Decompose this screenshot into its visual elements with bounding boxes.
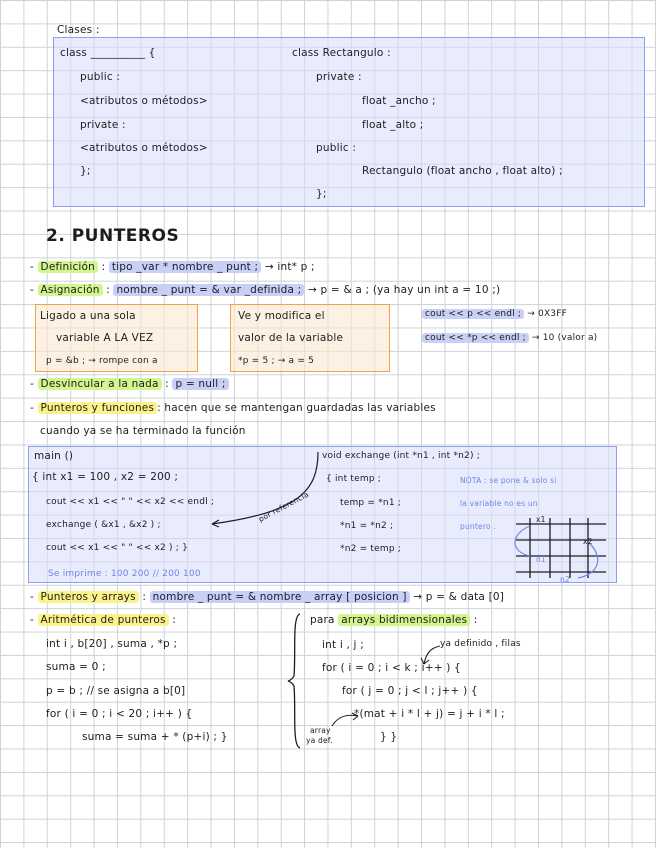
cout-address-row bbox=[422, 308, 567, 321]
aritmetica-label: Aritmética de punteros bbox=[38, 614, 169, 626]
note-box-line: Ligado a una sola bbox=[40, 310, 136, 322]
attributes-line: <atributos o métodos> bbox=[80, 142, 208, 154]
brace bbox=[286, 612, 306, 750]
printed-output: Se imprime : 100 200 // 200 100 bbox=[48, 569, 201, 579]
asignacion-row: - Asignación : nombre _ punt = & var _definida ; → p = & a ; (ya hay un int a = 10 ;) bbox=[30, 284, 501, 296]
cout-value: cout << *p << endl ; bbox=[422, 333, 529, 343]
desvincular-label: Desvincular a la nada bbox=[38, 378, 162, 390]
funciones-row: - Punteros y funciones : hacen que se mantengan guardadas las variables bbox=[30, 402, 436, 414]
funciones-text: : hacen que se mantengan guardadas las variables bbox=[157, 402, 436, 414]
clases-title: Clases : bbox=[57, 24, 100, 36]
class-rect-line: class Rectangulo : bbox=[292, 47, 391, 59]
array-note-arrow bbox=[328, 710, 364, 730]
asignacion-label: Asignación bbox=[38, 284, 103, 296]
exchange-line: *n2 = temp ; bbox=[340, 544, 402, 554]
colon: : bbox=[161, 378, 169, 390]
arit-line: suma = 0 ; bbox=[46, 661, 106, 673]
note-box-line: valor de la variable bbox=[238, 332, 344, 344]
main-line: cout << x1 << " " << x2 ) ; } bbox=[46, 543, 188, 553]
desvincular-row: - Desvincular a la nada : p = null ; bbox=[30, 378, 229, 391]
bidi-line: for ( i = 0 ; i < k ; i++ ) { bbox=[322, 662, 461, 674]
reference-label: por referencia bbox=[256, 489, 311, 524]
colon: : bbox=[138, 591, 147, 603]
nota-line: NOTA : se pone & solo si bbox=[460, 476, 557, 485]
grid-label-x1: x1 bbox=[536, 515, 546, 524]
class-close: }; bbox=[316, 188, 327, 200]
cout-value-row bbox=[422, 332, 597, 345]
exchange-line: *n1 = *n2 ; bbox=[340, 521, 394, 531]
section-heading: 2. PUNTEROS bbox=[46, 226, 180, 246]
exchange-line: temp = *n1 ; bbox=[340, 498, 402, 508]
arit-line: for ( i = 0 ; i < 20 ; i++ ) { bbox=[46, 708, 193, 720]
note-box-line: Ve y modifica el bbox=[238, 310, 325, 322]
exchange-line: { int temp ; bbox=[326, 474, 382, 484]
arit-line: suma = suma + * (p+i) ; } bbox=[82, 731, 228, 743]
exchange-line: void exchange (int *n1 , int *n2) ; bbox=[322, 451, 480, 461]
field-alto: float _alto ; bbox=[362, 119, 424, 131]
definicion-example: → int* p ; bbox=[264, 261, 315, 273]
funciones-text-2: cuando ya se ha terminado la función bbox=[40, 425, 246, 437]
class-template-line: class __________ { bbox=[60, 47, 156, 59]
arrays-example: → p = & data [0] bbox=[413, 591, 505, 603]
arit-line: int i , b[20] , suma , *p ; bbox=[46, 638, 178, 650]
colon: : bbox=[102, 284, 110, 296]
ya-definido-note: ya definido , filas bbox=[440, 639, 521, 649]
bidi-line: for ( j = 0 ; j < l ; j++ ) { bbox=[342, 685, 478, 697]
class-close: }; bbox=[80, 165, 91, 177]
bidi-line: *(mat + i * l + j) = j + i * l ; bbox=[354, 708, 505, 720]
constructor-line: Rectangulo (float ancho , float alto) ; bbox=[362, 165, 563, 177]
nota-line: la variable no es un bbox=[460, 499, 538, 508]
note-box-line: *p = 5 ; → a = 5 bbox=[238, 356, 315, 366]
bidi-label: arrays bidimensionales bbox=[338, 614, 470, 626]
cout-value-result: → 10 (valor a) bbox=[531, 333, 598, 343]
clases-box bbox=[53, 37, 645, 207]
bidi-row bbox=[310, 614, 477, 627]
colon: : bbox=[470, 614, 478, 626]
colon: : bbox=[98, 261, 106, 273]
main-line: exchange ( &x1 , &x2 ) ; bbox=[46, 520, 161, 530]
public-label: public : bbox=[80, 71, 121, 83]
private-label: private : bbox=[316, 71, 362, 83]
arrays-label: Punteros y arrays bbox=[38, 591, 139, 603]
definicion-row: - Definición : tipo _var * nombre _ punt ; → int* p ; bbox=[30, 261, 315, 273]
bidi-pre: para bbox=[310, 614, 339, 626]
definicion-syntax: tipo _var * nombre _ punt ; bbox=[109, 261, 261, 273]
main-line: main () bbox=[34, 450, 74, 462]
attributes-line: <atributos o métodos> bbox=[80, 95, 208, 107]
arrays-row: - Punteros y arrays : nombre _ punt = & nombre _ array [ posicion ] → p = & data [0] bbox=[30, 591, 505, 603]
desvincular-code: p = null ; bbox=[172, 378, 228, 390]
note-box-line: variable A LA VEZ bbox=[56, 332, 154, 344]
asignacion-syntax: nombre _ punt = & var _definida ; bbox=[113, 284, 304, 296]
grid-label-n2: n2 bbox=[560, 575, 570, 584]
field-ancho: float _ancho ; bbox=[362, 95, 436, 107]
bidi-line: int i , j ; bbox=[322, 639, 364, 651]
memory-grid bbox=[508, 512, 608, 584]
cout-address-result: → 0X3FF bbox=[527, 309, 567, 319]
grid-label-n1: n1 bbox=[536, 555, 546, 564]
array-note: ya def. bbox=[306, 736, 333, 745]
main-line: { int x1 = 100 , x2 = 200 ; bbox=[32, 471, 179, 483]
private-label: private : bbox=[80, 119, 126, 131]
definicion-label: Definición bbox=[38, 261, 99, 273]
aritmetica-row: - Aritmética de punteros : bbox=[30, 614, 177, 626]
grid-label-x2: x2 bbox=[583, 537, 593, 546]
note-box-line: p = &b ; → rompe con a bbox=[46, 356, 158, 366]
bidi-line: } } bbox=[380, 731, 398, 743]
colon: : bbox=[168, 614, 177, 626]
public-label: public : bbox=[316, 142, 357, 154]
funciones-label: Punteros y funciones bbox=[38, 402, 158, 414]
arit-line: p = b ; // se asigna a b[0] bbox=[46, 685, 186, 697]
cout-address: cout << p << endl ; bbox=[422, 309, 524, 319]
arrays-syntax: nombre _ punt = & nombre _ array [ posicion ] bbox=[150, 591, 410, 603]
main-line: cout << x1 << " " << x2 << endl ; bbox=[46, 497, 215, 507]
nota-line: puntero . bbox=[460, 522, 496, 531]
asignacion-example: → p = & a ; (ya hay un int a = 10 ;) bbox=[307, 284, 501, 296]
array-note: array bbox=[310, 726, 331, 735]
